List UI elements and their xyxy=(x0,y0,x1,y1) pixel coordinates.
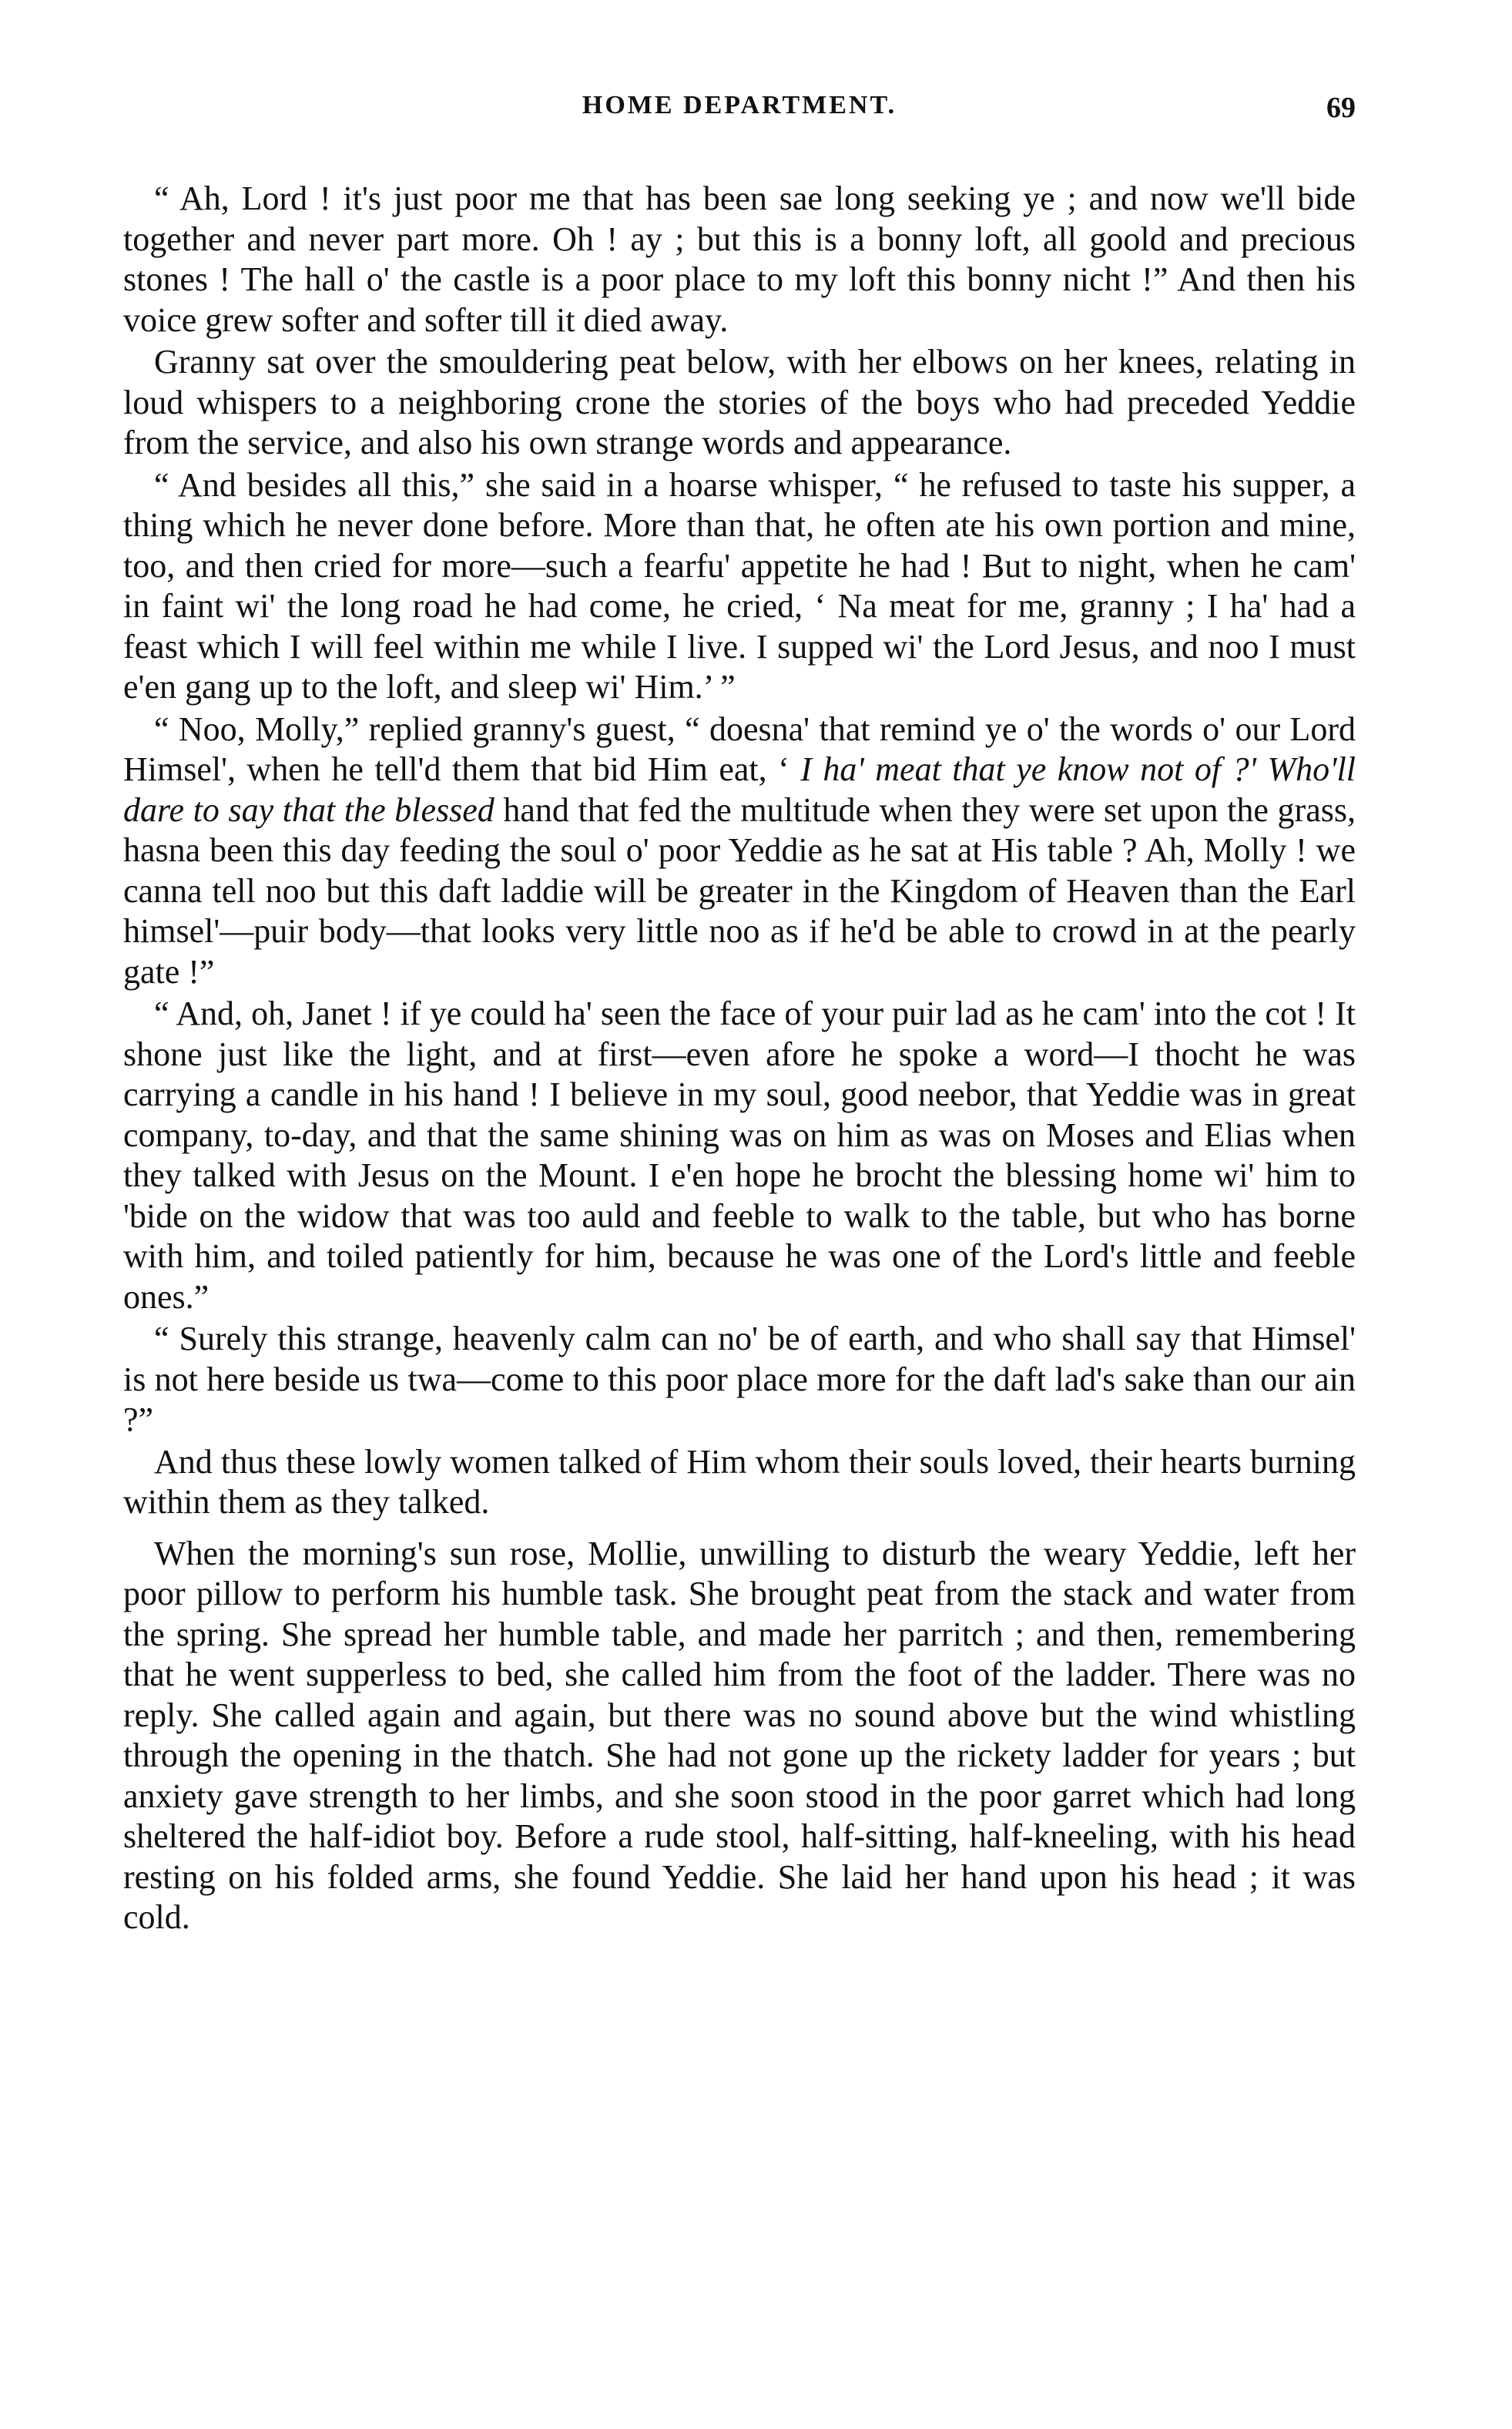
paragraph-4-part-1: “ Noo, Molly,” replied granny's guest, “ doesna' that remind ye o' the words o' our Lord Himsel', when he tell'd them that bid Him eat, ‘ xyxy=(123,710,1356,788)
running-title: HOME DEPARTMENT. xyxy=(582,91,897,119)
body-text xyxy=(123,179,1356,1940)
paragraph-4-italic: I ha' meat that ye know not of ?' Who'll dare to say that the blessed xyxy=(123,750,1356,829)
paragraph-8: When the morning's sun rose, Mollie, unwilling to disturb the weary Yeddie, left her poor pillow to perform his humble task. She brought peat from the stack and water from the spring. She spread her humble table, and made her parritch ; and then, remembering that he went supperless to bed, she called him from the foot of the ladder. There was no reply. She called again and again, but there was no sound above but the wind whistling through the opening in the thatch. She had not gone up the rickety ladder for years ; but anxiety gave strength to her limbs, and she soon stood in the poor garret which had long sheltered the half-idiot boy. Before a rude stool, half-sitting, half-kneeling, with his head resting on his folded arms, she found Yeddie. She laid her hand upon his head ; it was cold. xyxy=(123,1534,1356,1936)
page-number: 69 xyxy=(1326,92,1356,124)
paragraph-3: “ And besides all this,” she said in a hoarse whisper, “ he refused to taste his supper, a thing which he never done before. More than that, he often ate his own portion and mine, too, and then cried for more—such a fearfu' appetite he had ! But to night, when he cam' in faint wi' the long road he had come, he cried, ‘ Na meat for me, granny ; I ha' had a feast which I will feel within me while I live. I supped wi' the Lord Jesus, and noo I must e'en gang up to the loft, and sleep wi' Him.’ ” xyxy=(123,465,1356,706)
paragraph-7: And thus these lowly women talked of Him whom their souls loved, their hearts burning within them as they talked. xyxy=(123,1442,1356,1521)
paragraph-4 xyxy=(123,710,1356,993)
paragraph-6: “ Surely this strange, heavenly calm can no' be of earth, and who shall say that Himsel' is not here beside us twa—come to this poor place more for the daft lad's sake than our ain ?” xyxy=(123,1320,1356,1438)
paragraph-2: Granny sat over the smouldering peat below, with her elbows on her knees, relating in loud whispers to a neighboring crone the stories of the boys who had preceded Yeddie from the service, and also his own strange words and appearance. xyxy=(123,343,1356,461)
paragraph-1: “ Ah, Lord ! it's just poor me that has been sae long seeking ye ; and now we'll bide together and never part more. Oh ! ay ; but this is a bonny loft, all goold and precious stones ! The hall o' the castle is a poor place to my loft this bonny nicht !” And then his voice grew softer and softer till it died away. xyxy=(123,179,1356,339)
paragraph-4-part-2: hand that fed the multitude when they were set upon the grass, hasna been this day feeding the soul o' poor Yeddie as he sat at His table ? Ah, Molly ! we canna tell noo but this daft laddie will be greater in the Kingdom of Heaven than the Earl himsel'—puir body—that looks very little noo as if he'd be able to crowd in at the pearly gate !” xyxy=(123,790,1356,991)
running-head xyxy=(123,91,1356,129)
paragraph-5: “ And, oh, Janet ! if ye could ha' seen the face of your puir lad as he cam' into the cot ! It shone just like the light, and at first—even afore he spoke a word—I thocht he was carrying a candle in his hand ! I believe in my soul, good neebor, that Yeddie was in great company, to-day, and that the same shining was on him as was on Moses and Elias when they talked with Jesus on the Mount. I e'en hope he brocht the blessing home wi' him to 'bide on the widow that was too auld and feeble to walk to the table, but who has borne with him, and toiled patiently for him, because he was one of the Lord's little and feeble ones.” xyxy=(123,995,1356,1316)
